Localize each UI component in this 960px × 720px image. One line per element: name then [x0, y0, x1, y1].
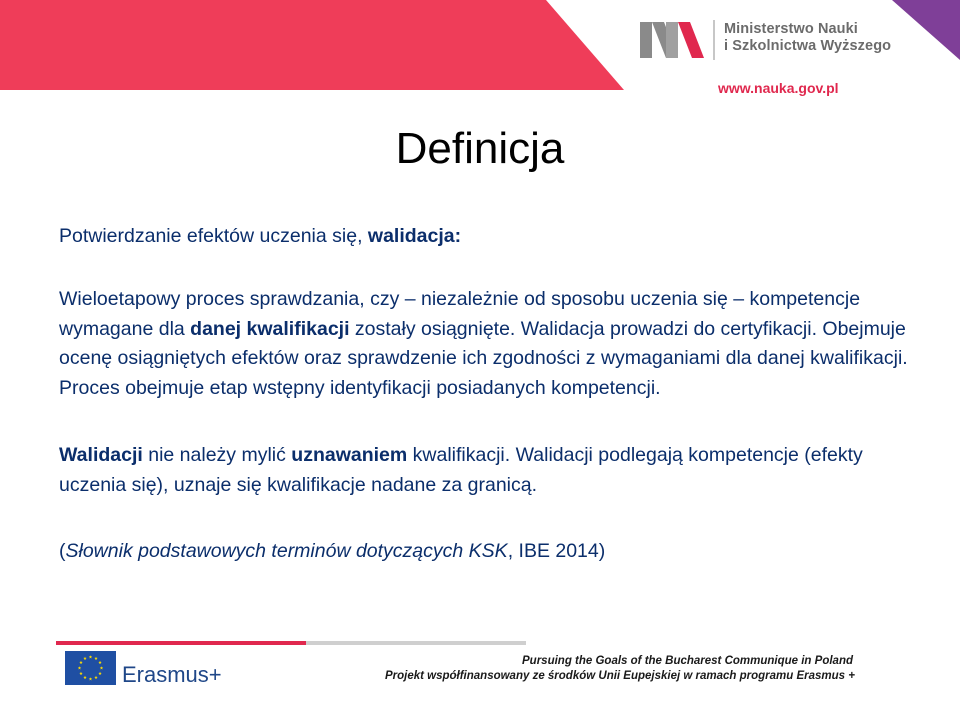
footer-rule: [56, 641, 526, 645]
source-publisher: , IBE 2014): [507, 540, 606, 562]
ministry-name-line-2: i Szkolnictwa Wyższego: [724, 38, 892, 54]
note-term-validation: Walidacji: [59, 444, 143, 466]
eu-flag-icon: [65, 651, 116, 685]
footer-funding-note: Projekt współfinansowany ze środków Unii Eupejskiej w ramach programu Erasmus +: [384, 670, 855, 682]
definition-emphasis: danej kwalifikacji: [190, 317, 350, 340]
note-text-2: kwalifikacji. Walidacji podlegają kompetencje (efekty uczenia się), uznaje się kwalifikacje nadane za granicą.: [59, 444, 863, 496]
ministry-name-line-1: Ministerstwo Nauki: [724, 21, 858, 37]
ministry-website-link[interactable]: www.nauka.gov.pl: [718, 80, 839, 96]
source-title: Słownik podstawowych terminów dotyczących KSK: [65, 540, 508, 562]
definition-text-1: Wieloetapowy proces sprawdzania, czy – niezależnie od sposobu uczenia się – kompetencje wymagane dla: [59, 288, 861, 340]
source-citation: [59, 537, 909, 567]
erasmus-logo-text: Erasmus+: [122, 662, 222, 687]
slide-title: Definicja: [395, 124, 565, 173]
note-text-1: nie należy mylić: [142, 444, 292, 466]
ministry-name: [724, 21, 904, 55]
ministry-logo-icon: [640, 22, 706, 58]
subtitle-text: Potwierdzanie efektów uczenia się,: [59, 225, 368, 247]
definition-paragraph: [59, 285, 909, 403]
footer-rule-grey: [306, 641, 526, 645]
subtitle-term: walidacja:: [367, 225, 462, 247]
footer-project-goal: Pursuing the Goals of the Bucharest Communique in Poland: [522, 655, 853, 667]
definition-text-2: zostały osiągnięte. Walidacja prowadzi do certyfikacji. Obejmuje ocenę osiągniętych efektów oraz sprawdzenie ich zgodności z wymaganiami dla danej kwalifikacji. Proces obejmuje etap wstępny identyfikacji posiadanych kompetencji.: [59, 317, 908, 399]
note-paragraph: [59, 441, 909, 500]
note-term-recognition: uznawaniem: [291, 444, 408, 466]
definition-subtitle: [59, 222, 909, 252]
footer-rule-red: [56, 641, 306, 645]
red-header-shape: [0, 0, 624, 90]
source-open-paren: (: [59, 540, 66, 562]
logo-divider: [713, 20, 715, 60]
